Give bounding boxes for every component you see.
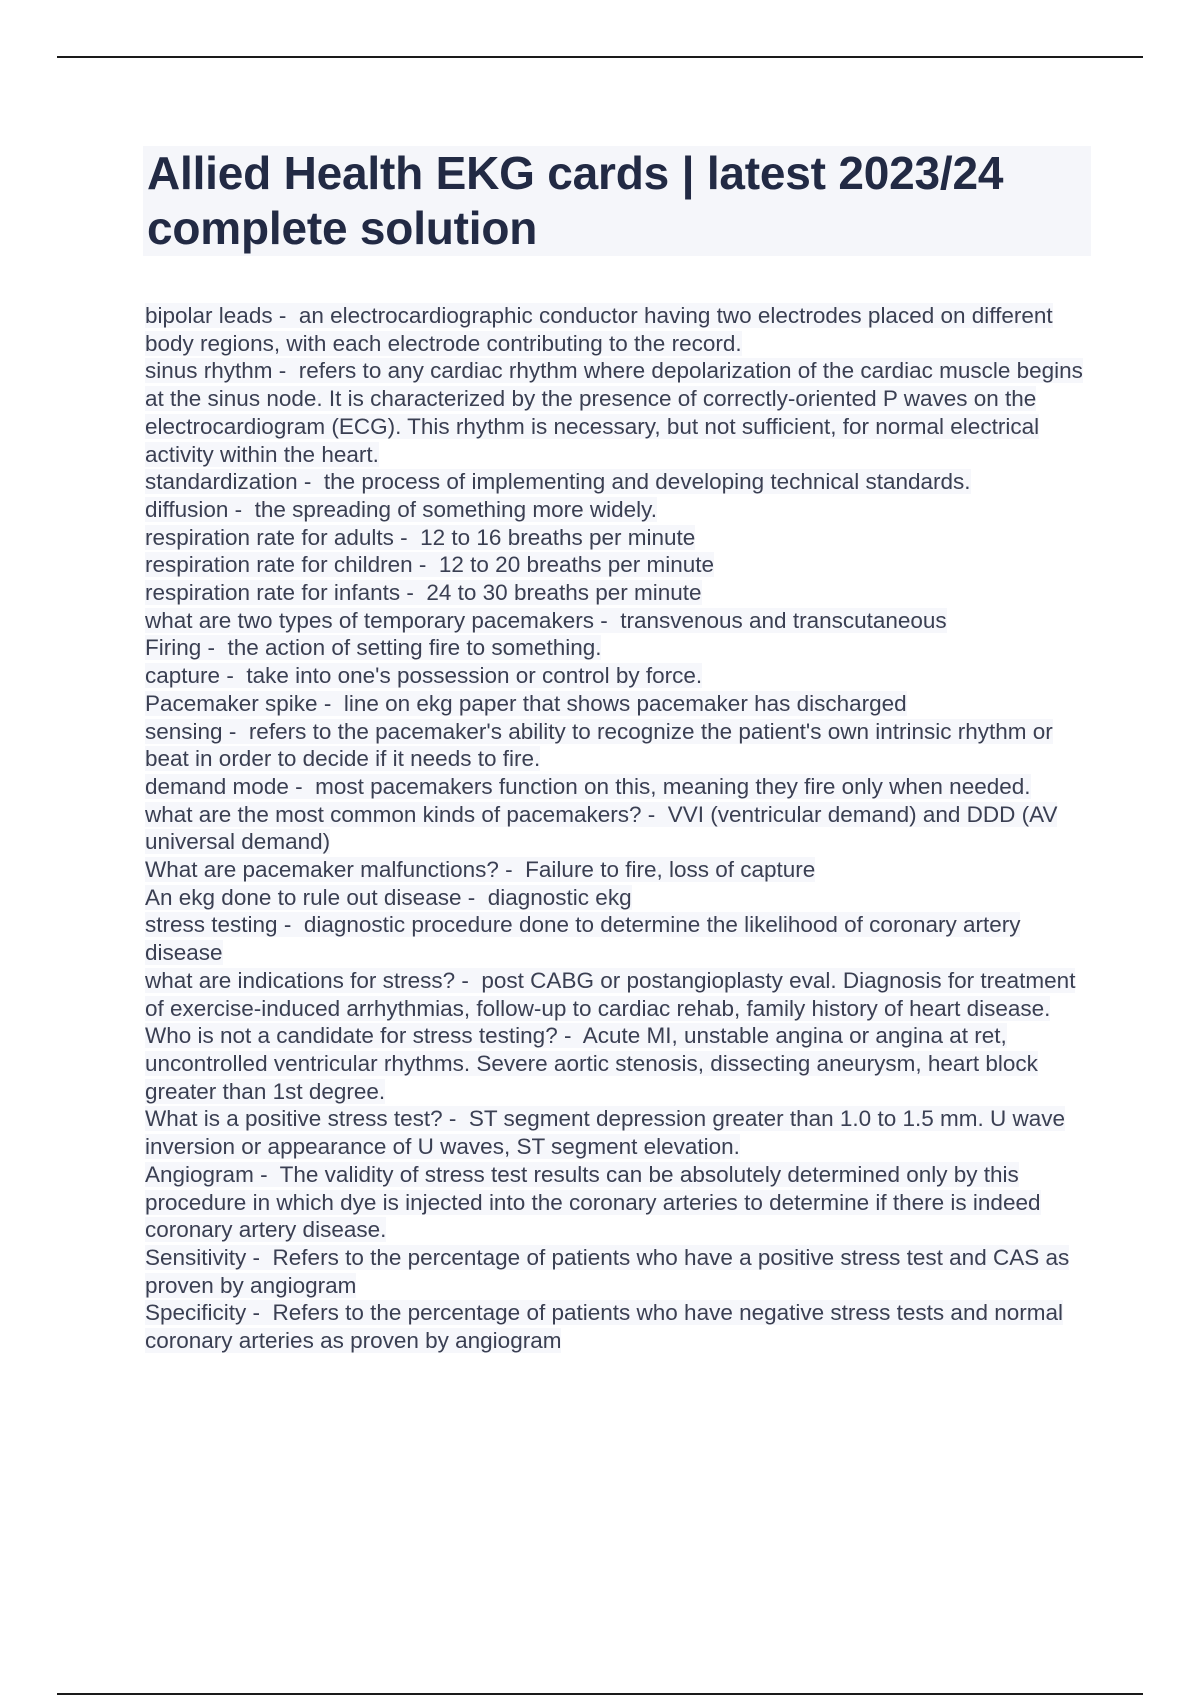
flashcard-definition: post CABG or postangioplasty eval. Diagnosis for treatment of exercise-induced arrhythmias, follow-up to cardiac rehab, family history of heart disease. xyxy=(145,967,1076,1021)
flashcard-definition: line on ekg paper that shows pacemaker has discharged xyxy=(343,690,907,716)
flashcard-definition: the action of setting fire to something. xyxy=(227,635,602,661)
flashcard-definition: most pacemakers function on this, meaning they fire only when needed. xyxy=(315,773,1031,799)
flashcard-item xyxy=(145,801,1090,856)
flashcard-text xyxy=(145,663,702,688)
flashcard-item xyxy=(145,1022,1090,1105)
flashcard-item xyxy=(145,607,1090,635)
flashcard-definition: the spreading of something more widely. xyxy=(254,496,657,522)
term-separator: - xyxy=(246,1244,273,1270)
flashcard-term: what are indications for stress? xyxy=(145,967,456,993)
term-separator: - xyxy=(253,1161,280,1187)
term-separator: - xyxy=(461,884,488,910)
flashcard-text xyxy=(145,469,971,494)
flashcard-item xyxy=(145,302,1090,357)
term-separator: - xyxy=(220,663,247,689)
flashcard-item xyxy=(145,524,1090,552)
flashcard-term: An ekg done to rule out disease xyxy=(145,884,462,910)
flashcard-text xyxy=(145,857,815,882)
flashcard-item xyxy=(145,1105,1090,1160)
flashcard-definition: Refers to the percentage of patients who have a positive stress test and CAS as proven by angiogram xyxy=(145,1244,1070,1298)
page-title xyxy=(147,146,1087,256)
flashcard-definition: the process of implementing and developing technical standards. xyxy=(323,469,971,495)
term-separator: - xyxy=(593,607,621,633)
term-separator: - xyxy=(272,358,299,384)
flashcard-definition: transvenous and transcutaneous xyxy=(620,607,947,633)
flashcard-definition: Refers to the percentage of patients who have negative stress tests and normal coronary arteries as proven by angiogram xyxy=(145,1300,1064,1354)
term-separator: - xyxy=(442,1106,469,1132)
term-separator: - xyxy=(201,635,228,661)
flashcard-text xyxy=(145,1023,1038,1103)
flashcard-definition: Acute MI, unstable angina or angina at ret, uncontrolled ventricular rhythms. Severe aortic stenosis, dissecting aneurysm, heart block greater than 1st degree. xyxy=(145,1023,1038,1104)
page-title-line-1: Allied Health EKG cards | latest 2023/24 xyxy=(147,147,1004,199)
term-separator: - xyxy=(498,857,526,883)
flashcard-term: Angiogram xyxy=(145,1161,254,1187)
flashcard-definition: Failure to fire, loss of capture xyxy=(525,857,816,883)
flashcard-text xyxy=(145,552,714,577)
flashcard-text xyxy=(145,719,1053,772)
flashcard-definition: refers to any cardiac rhythm where depolarization of the cardiac muscle begins at the sinus node. It is characterized by the presence of correctly-oriented P waves on the electrocardiogram (ECG). This rhythm is necessary, but not sufficient, for normal electrical activity within the heart. xyxy=(145,358,1083,467)
flashcard-term: stress testing xyxy=(145,912,278,938)
term-separator: - xyxy=(317,690,344,716)
flashcard-text xyxy=(145,525,695,550)
flashcard-term: what are the most common kinds of pacemakers? xyxy=(145,801,642,827)
flashcard-definition: an electrocardiographic conductor having two electrodes placed on different body regions, with each electrode contributing to the record. xyxy=(145,303,1053,356)
flashcard-item xyxy=(145,357,1090,468)
flashcard-item xyxy=(145,884,1090,912)
flashcard-item xyxy=(145,551,1090,579)
flashcard-text xyxy=(145,885,632,910)
page-title-line-2: complete solution xyxy=(147,202,538,254)
flashcard-definition: take into one's possession or control by force. xyxy=(246,663,703,689)
flashcard-text xyxy=(145,608,947,633)
flashcard-text xyxy=(145,968,1075,1021)
flashcard-text xyxy=(145,635,601,660)
flashcard-definition: diagnostic procedure done to determine the likelihood of coronary artery disease xyxy=(145,912,1021,966)
flashcard-text xyxy=(145,1162,1041,1242)
term-separator: - xyxy=(228,496,255,522)
flashcard-term: Firing xyxy=(145,635,202,661)
flashcard-definition: 12 to 20 breaths per minute xyxy=(438,552,715,578)
flashcard-term: What is a positive stress test? xyxy=(145,1106,443,1132)
term-separator: - xyxy=(277,912,304,938)
flashcard-item xyxy=(145,1244,1090,1299)
flashcard-definition: The validity of stress test results can be absolutely determined only by this procedure in which dye is injected into the coronary arteries to determine if there is indeed coronary artery disease. xyxy=(145,1161,1041,1243)
flashcard-text xyxy=(145,497,657,522)
flashcard-item xyxy=(145,579,1090,607)
flashcard-item xyxy=(145,773,1090,801)
flashcard-item xyxy=(145,718,1090,773)
term-separator: - xyxy=(412,552,439,578)
flashcard-item xyxy=(145,468,1090,496)
flashcard-term: capture xyxy=(145,663,221,689)
flashcard-item xyxy=(145,967,1090,1022)
flashcard-text xyxy=(145,1300,1063,1353)
flashcard-item xyxy=(145,1161,1090,1244)
flashcard-text xyxy=(145,802,1057,855)
flashcard-term: Who is not a candidate for stress testing? xyxy=(145,1023,558,1049)
flashcard-term: diffusion xyxy=(145,496,229,522)
term-separator: - xyxy=(288,773,316,799)
flashcard-definition: 24 to 30 breaths per minute xyxy=(426,580,702,606)
flashcard-definition: VVI (ventricular demand) and DDD (AV universal demand) xyxy=(145,801,1058,855)
term-separator: - xyxy=(400,580,427,606)
flashcard-term: sinus rhythm xyxy=(145,358,273,384)
flashcard-term: standardization xyxy=(145,469,298,495)
flashcard-term: respiration rate for adults xyxy=(145,524,394,550)
flashcard-item xyxy=(145,662,1090,690)
term-separator: - xyxy=(641,801,668,827)
flashcard-list xyxy=(145,302,1090,1355)
term-separator: - xyxy=(246,1300,273,1326)
flashcard-term: what are two types of temporary pacemakers xyxy=(145,607,594,633)
flashcard-item xyxy=(145,690,1090,718)
flashcard-definition: refers to the pacemaker's ability to recognize the patient's own intrinsic rhythm or beat in order to decide if it needs to fire. xyxy=(145,718,1053,772)
flashcard-item xyxy=(145,856,1090,884)
flashcard-text xyxy=(145,303,1053,356)
top-rule xyxy=(57,56,1143,58)
term-separator: - xyxy=(557,1023,583,1049)
term-separator: - xyxy=(222,718,249,744)
flashcard-term: bipolar leads xyxy=(145,303,273,328)
flashcard-item xyxy=(145,1299,1090,1354)
flashcard-term: respiration rate for infants xyxy=(145,580,401,606)
flashcard-definition: ST segment depression greater than 1.0 to 1.5 mm. U wave inversion or appearance of U waves, ST segment elevation. xyxy=(145,1106,1065,1160)
flashcard-term: respiration rate for children xyxy=(145,552,413,578)
flashcard-text xyxy=(145,912,1020,965)
flashcard-text xyxy=(145,1106,1065,1159)
flashcard-definition: diagnostic ekg xyxy=(487,884,632,910)
flashcard-item xyxy=(145,911,1090,966)
flashcard-text xyxy=(145,1245,1069,1298)
flashcard-term: What are pacemaker malfunctions? xyxy=(145,857,499,883)
flashcard-item xyxy=(145,496,1090,524)
flashcard-text xyxy=(145,358,1083,466)
term-separator: - xyxy=(272,303,299,328)
flashcard-text xyxy=(145,691,907,716)
bottom-rule xyxy=(57,1693,1143,1695)
flashcard-term: Pacemaker spike xyxy=(145,690,318,716)
flashcard-text xyxy=(145,580,702,605)
flashcard-term: demand mode xyxy=(145,773,289,799)
term-separator: - xyxy=(393,524,421,550)
term-separator: - xyxy=(297,469,324,495)
flashcard-term: Sensitivity xyxy=(145,1244,247,1270)
flashcard-item xyxy=(145,634,1090,662)
flashcard-text xyxy=(145,774,1031,799)
flashcard-term: Specificity xyxy=(145,1300,247,1326)
flashcard-term: sensing xyxy=(145,718,223,744)
flashcard-definition: 12 to 16 breaths per minute xyxy=(420,524,696,550)
title-block xyxy=(143,146,1091,256)
term-separator: - xyxy=(455,967,482,993)
